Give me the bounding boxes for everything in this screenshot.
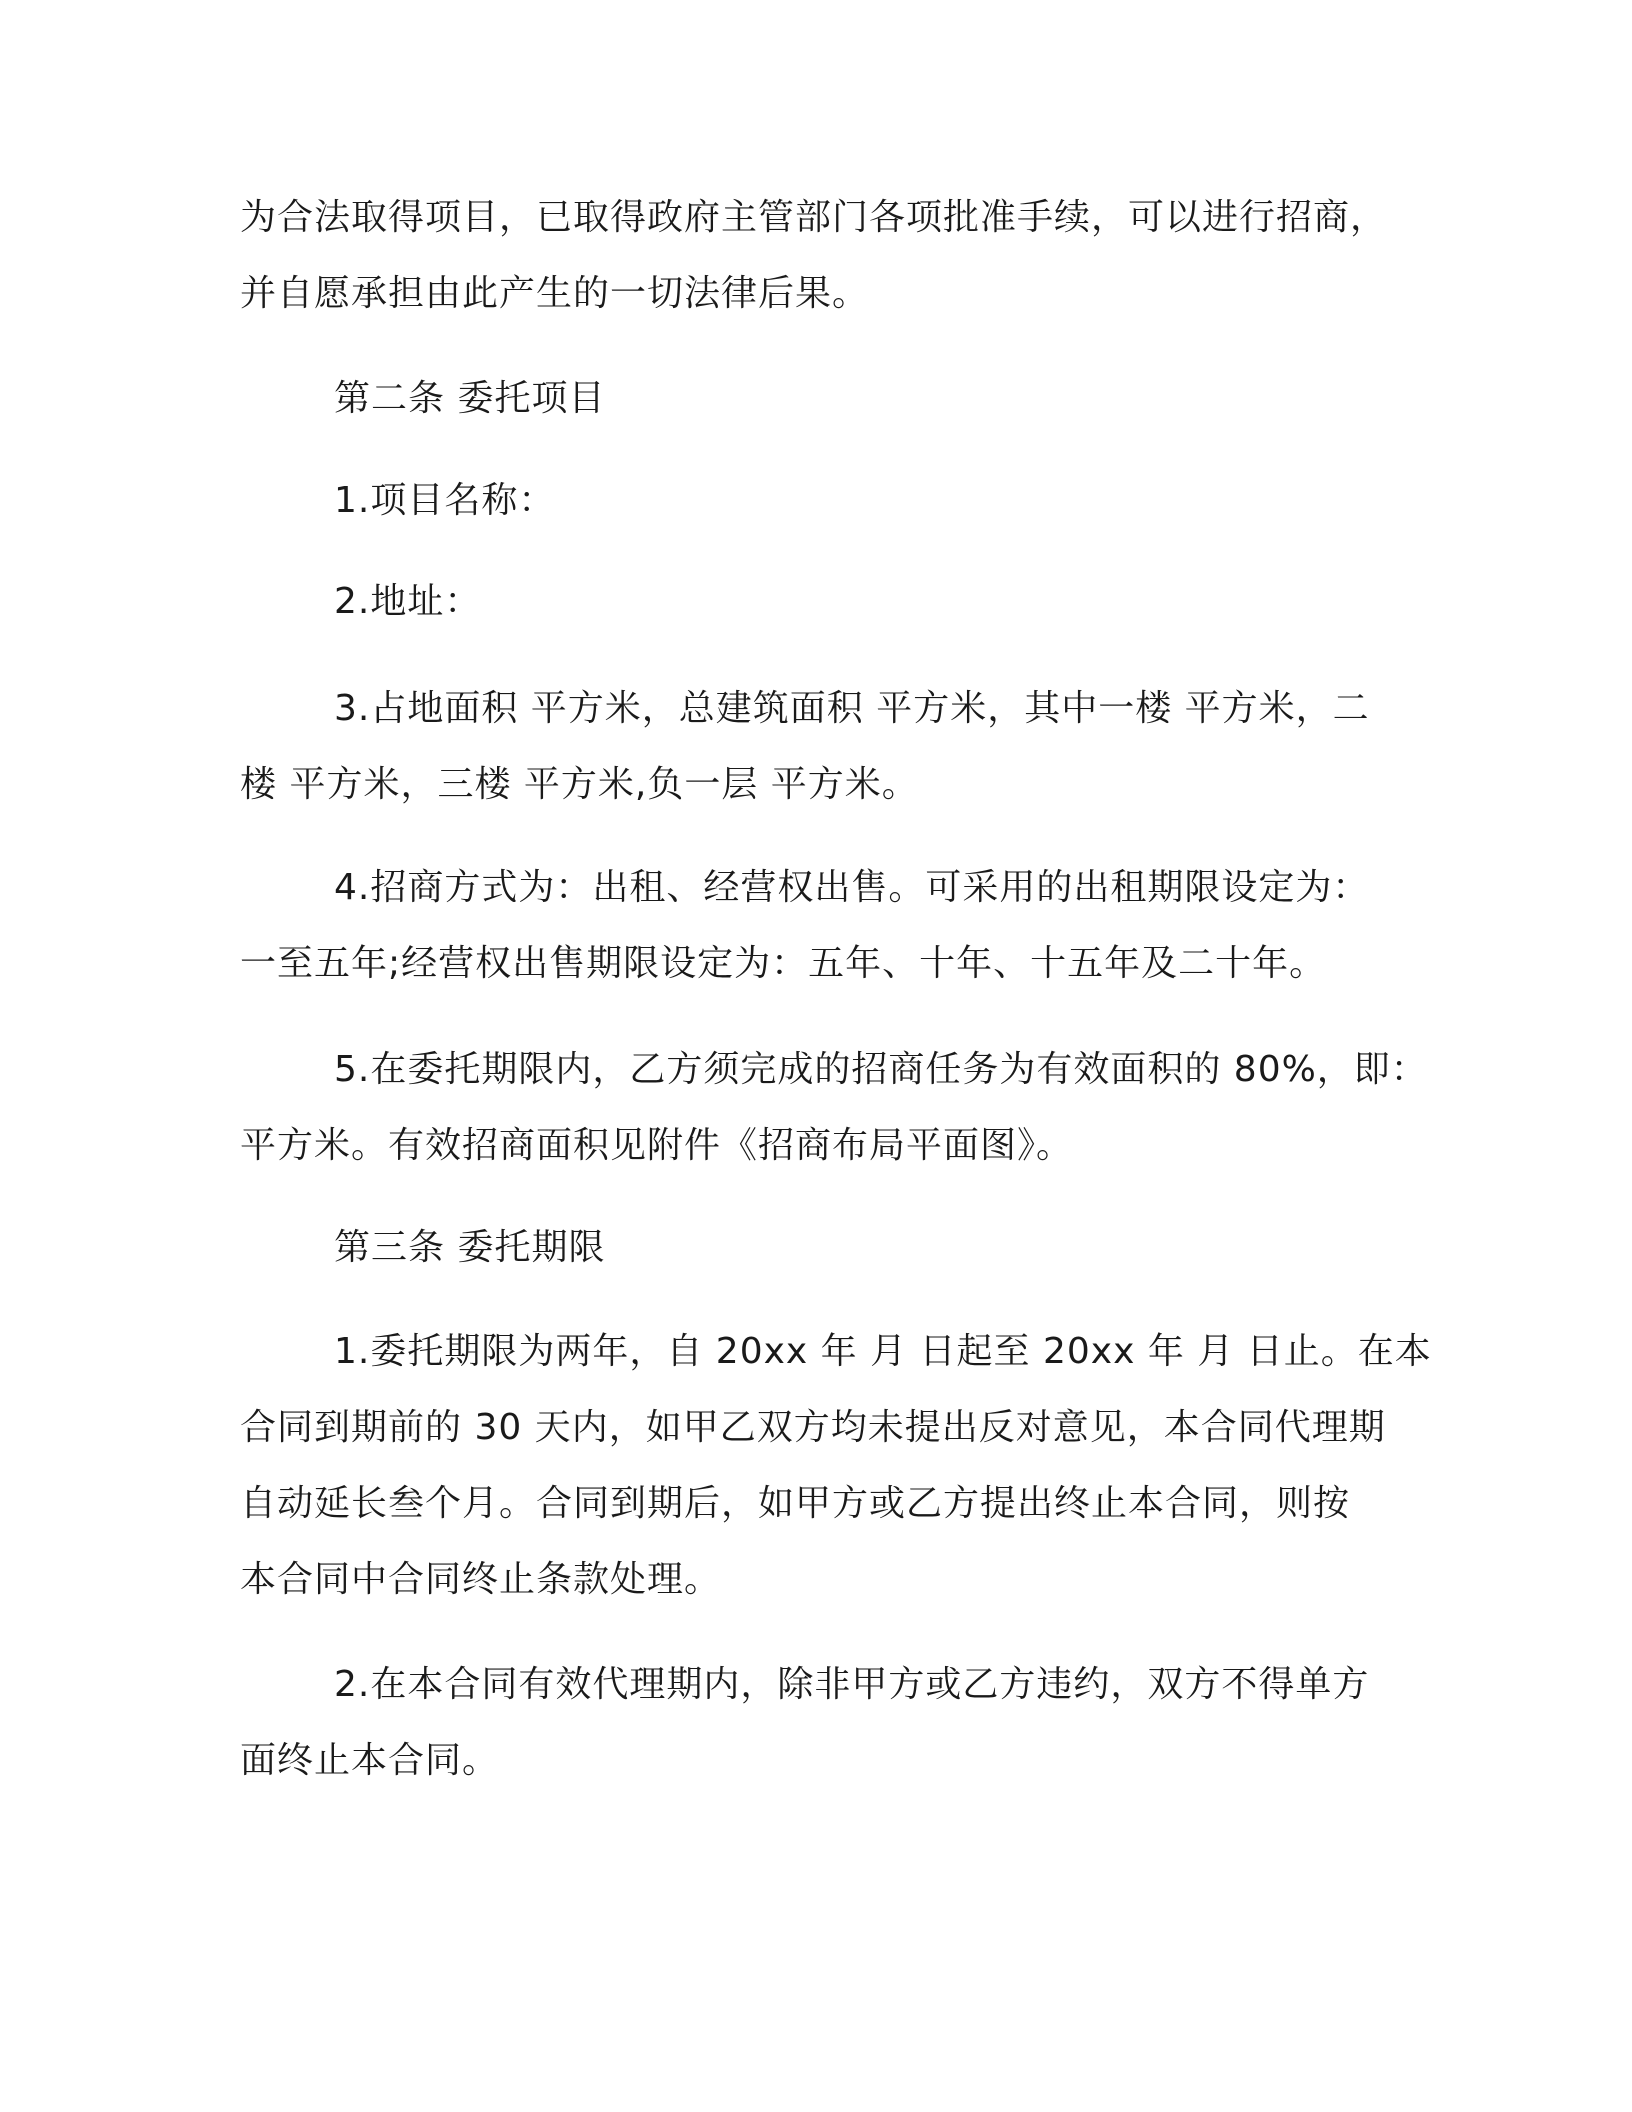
text-line: 合同到期前的 30 天内，如甲乙双方均未提出反对意见，本合同代理期 bbox=[240, 1407, 1386, 1448]
section-heading: 第二条 委托项目 bbox=[334, 378, 606, 419]
text-line: 1.委托期限为两年，自 20xx 年 月 日起至 20xx 年 月 日止。在本 bbox=[334, 1331, 1432, 1372]
text-line: 2.在本合同有效代理期内，除非甲方或乙方违约，双方不得单方 bbox=[334, 1664, 1370, 1705]
text-line: 3.占地面积 平方米，总建筑面积 平方米，其中一楼 平方米，二 bbox=[334, 688, 1370, 729]
section-heading: 第三条 委托期限 bbox=[334, 1227, 606, 1268]
text-line: 平方米。有效招商面积见附件《招商布局平面图》。 bbox=[240, 1125, 1074, 1166]
text-line: 4.招商方式为：出租、经营权出售。可采用的出租期限设定为： bbox=[334, 867, 1370, 908]
text-line: 2.地址： bbox=[334, 581, 482, 622]
text-line: 本合同中合同终止条款处理。 bbox=[240, 1559, 722, 1600]
text-line: 1.项目名称： bbox=[334, 480, 556, 521]
text-line: 并自愿承担由此产生的一切法律后果。 bbox=[240, 273, 870, 314]
text-line: 一至五年;经营权出售期限设定为：五年、十年、十五年及二十年。 bbox=[240, 943, 1327, 984]
text-line: 为合法取得项目，已取得政府主管部门各项批准手续，可以进行招商， bbox=[240, 197, 1388, 238]
text-line: 面终止本合同。 bbox=[240, 1740, 500, 1781]
text-line: 自动延长叁个月。合同到期后，如甲方或乙方提出终止本合同，则按 bbox=[240, 1483, 1351, 1524]
text-line: 5.在委托期限内，乙方须完成的招商任务为有效面积的 80%，即： bbox=[334, 1049, 1428, 1090]
text-line: 楼 平方米，三楼 平方米,负一层 平方米。 bbox=[240, 764, 919, 805]
